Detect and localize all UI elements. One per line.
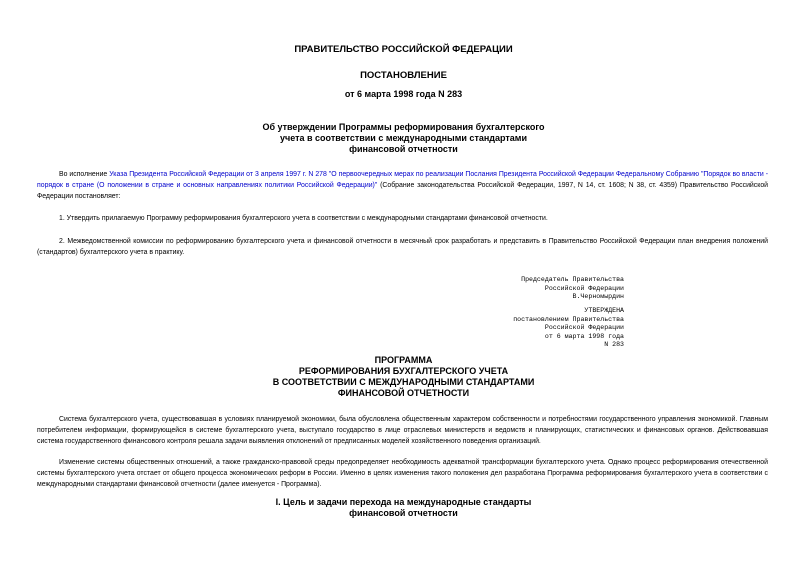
section-heading: I. Цель и задачи перехода на международные стандарты финансовой отчетности bbox=[275, 497, 532, 518]
title-line: учета в соответствии с международными стандартами bbox=[279, 133, 527, 143]
document-type-heading: ПОСТАНОВЛЕНИЕ bbox=[360, 70, 447, 81]
decree-link[interactable]: Указа Президента Российской Федерации от 3 апреля 1997 г. N 278 "О первоочередных мерах по реализации Послания Президента Российской Федерации Федеральному Собранию "Порядок во власти - порядок в стране (О положении в стране и основных направлениях политики Российской Федерации)" bbox=[37, 171, 768, 189]
program-paragraph: Изменение системы общественных отношений, а также гражданско-правовой среды предопределяет необходимость адекватной трансформации бухгалтерского учета. Однако процесс реформирования отечественной системы бухгалтерского учета отстает от общего процесса экономических реформ в России. Именно в целях изменения такого положения дел разработана Программа реформирования бухгалтерского учета в соответствии с международными стандартами финансовой отчетности (далее именуется - Программа). bbox=[37, 459, 768, 488]
approval-block: УТВЕРЖДЕНА постановлением Правительства Российской Федерации от 6 марта 1998 года N 283 bbox=[513, 307, 624, 348]
preamble-intro: Во исполнение bbox=[59, 171, 110, 178]
document-title bbox=[0, 122, 807, 155]
preamble-text: (Собрание законодательства Российской Федерации, 1997, N 14, ст. 1608; N 38, ст. 4359) Правительство Российской Федерации постановляет: bbox=[37, 182, 768, 200]
program-paragraph: Система бухгалтерского учета, существовавшая в условиях планируемой экономики, была обусловлена общественным характером собственности и потребностями государственного управления экономикой. Главным потребителем информации, формирующейся в системе бухгалтерского учета, выступало государство в лице отраслевых министерств и ведомств и планирующих, статистических и финансовых органов. Действовавшая система государственного финансового контроля решала задачи выявления отклонений от предписанных моделей хозяйственного поведения организаций. bbox=[37, 416, 768, 445]
preamble-paragraph bbox=[37, 169, 768, 202]
document-date: от 6 марта 1998 года N 283 bbox=[344, 89, 463, 99]
title-line: Об утверждении Программы реформирования бухгалтерского bbox=[262, 122, 545, 132]
item-paragraph: 2. Межведомственной комиссии по реформированию бухгалтерского учета и финансовой отчетности в месячный срок разработать и представить в Правительство Российской Федерации план внедрения положений (стандартов) бухгалтерского учета в практику. bbox=[37, 238, 768, 256]
title-line: финансовой отчетности bbox=[349, 144, 458, 154]
program-title: ПРОГРАММА РЕФОРМИРОВАНИЯ БУХГАЛТЕРСКОГО УЧЕТА В СООТВЕТСТВИИ С МЕЖДУНАРОДНЫМИ СТАНДАРТАМИ ФИНАНСОВОЙ ОТЧЕТНОСТИ bbox=[272, 355, 535, 398]
government-heading: ПРАВИТЕЛЬСТВО РОССИЙСКОЙ ФЕДЕРАЦИИ bbox=[294, 44, 513, 55]
item-paragraph: 1. Утвердить прилагаемую Программу реформирования бухгалтерского учета в соответствии с международными стандартами финансовой отчетности. bbox=[59, 215, 548, 222]
signature-block: Председатель Правительства Российской Федерации В.Черномырдин bbox=[521, 276, 624, 300]
